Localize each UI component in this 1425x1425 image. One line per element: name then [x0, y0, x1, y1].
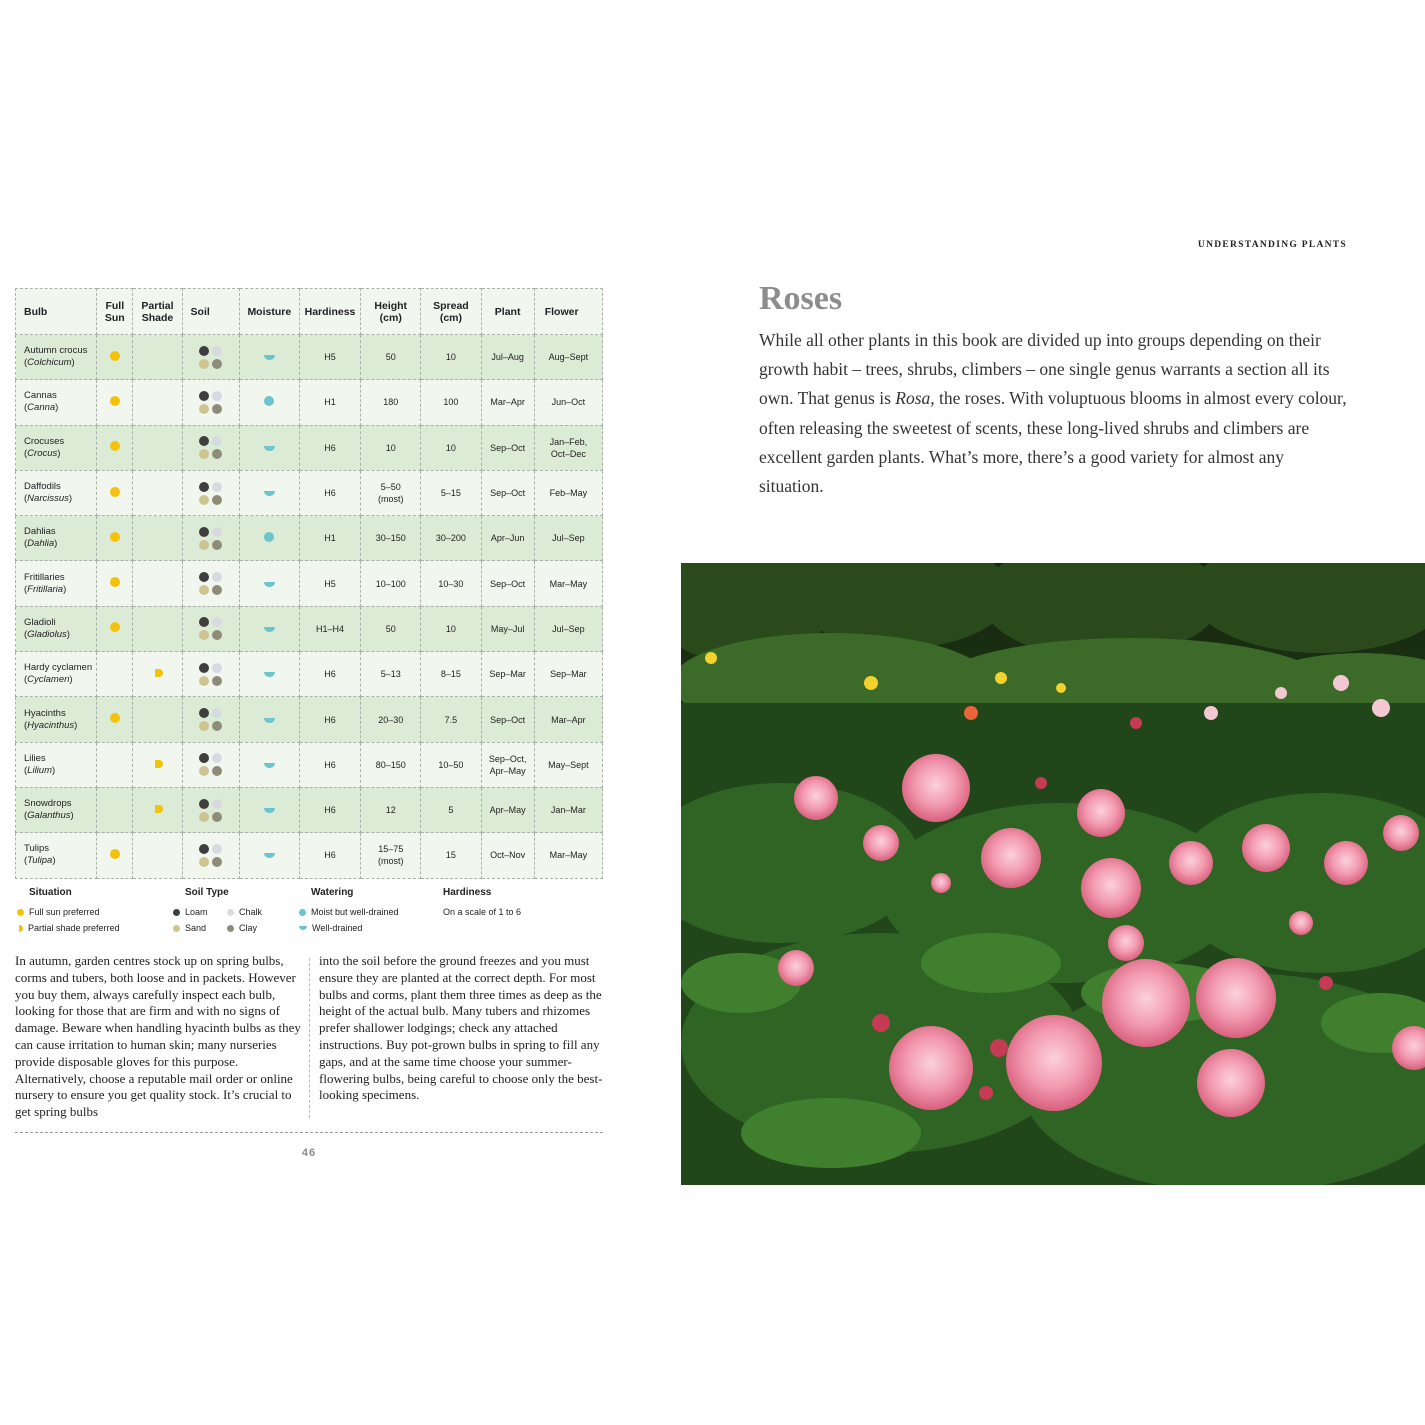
clay-icon	[212, 857, 222, 867]
cell-flower: May–Sept	[534, 742, 602, 787]
table-legend	[15, 887, 603, 937]
clay-icon	[212, 766, 222, 776]
well-drained-icon	[264, 446, 275, 451]
chalk-icon	[227, 909, 234, 916]
sand-icon	[199, 676, 209, 686]
clay-icon	[212, 495, 222, 505]
cell-hardiness: H1	[299, 516, 360, 561]
water-drop-icon	[299, 909, 306, 916]
column-divider	[309, 958, 310, 1118]
chalk-icon	[212, 527, 222, 537]
loam-icon	[173, 909, 180, 916]
cell-plant: Jul–Aug	[481, 335, 534, 380]
header-partial-shade: Partial Shade	[133, 289, 182, 335]
loam-icon	[199, 572, 209, 582]
cell-flower: Mar–May	[534, 833, 602, 878]
legend-chalk-label: Chalk	[239, 907, 263, 917]
cell-full-sun	[97, 561, 133, 606]
loam-icon	[199, 436, 209, 446]
loam-icon	[199, 799, 209, 809]
cell-moisture	[239, 787, 299, 832]
loam-icon	[199, 753, 209, 763]
table-row	[16, 425, 603, 470]
sand-icon	[199, 495, 209, 505]
table-row	[16, 335, 603, 380]
cell-partial-shade	[133, 697, 182, 742]
cell-moisture	[239, 380, 299, 425]
cell-partial-shade	[133, 335, 182, 380]
page-footer-rule	[15, 1132, 603, 1133]
cell-bulb: Hardy cyclamen (Cyclamen)	[16, 652, 97, 697]
cell-spread: 10	[421, 335, 481, 380]
well-drained-icon	[264, 627, 275, 632]
table-row	[16, 470, 603, 515]
legend-drained-label: Well-drained	[312, 923, 363, 933]
cell-moisture	[239, 833, 299, 878]
cell-hardiness: H6	[299, 697, 360, 742]
cell-moisture	[239, 335, 299, 380]
cell-spread: 10–50	[421, 742, 481, 787]
soil-icons	[199, 527, 222, 550]
header-flower: Flower	[534, 289, 602, 335]
cell-full-sun	[97, 335, 133, 380]
cell-partial-shade	[133, 516, 182, 561]
legend-full-sun	[17, 907, 100, 917]
clay-icon	[212, 404, 222, 414]
legend-hardiness-title: Hardiness	[443, 887, 492, 898]
cell-bulb: Snowdrops (Galanthus)	[16, 787, 97, 832]
legend-clay	[227, 923, 257, 933]
clay-icon	[212, 812, 222, 822]
clay-icon	[212, 540, 222, 550]
table-row	[16, 697, 603, 742]
chalk-icon	[212, 617, 222, 627]
legend-loam-label: Loam	[185, 907, 208, 917]
cell-plant: Sep–Oct	[481, 425, 534, 470]
cell-partial-shade	[133, 561, 182, 606]
cell-spread: 10	[421, 606, 481, 651]
cell-height: 5–50 (most)	[361, 470, 421, 515]
intro-italic-genus: Rosa,	[895, 388, 935, 409]
cell-moisture	[239, 742, 299, 787]
cell-plant: Sep–Oct, Apr–May	[481, 742, 534, 787]
legend-drained	[299, 923, 362, 933]
cell-height: 5–13	[361, 652, 421, 697]
chalk-icon	[212, 346, 222, 356]
soil-icons	[199, 617, 222, 640]
legend-sand-label: Sand	[185, 923, 207, 933]
cell-spread: 7.5	[421, 697, 481, 742]
sand-icon	[199, 766, 209, 776]
cell-soil	[182, 561, 239, 606]
legend-situation-title: Situation	[29, 887, 72, 898]
cell-hardiness: H5	[299, 335, 360, 380]
cell-plant: Apr–Jun	[481, 516, 534, 561]
chalk-icon	[212, 799, 222, 809]
rose-garden-photo	[681, 563, 1425, 1185]
sand-icon	[199, 540, 209, 550]
cell-bulb: Cannas (Canna)	[16, 380, 97, 425]
cell-hardiness: H1	[299, 380, 360, 425]
legend-soil-title: Soil Type	[185, 887, 229, 898]
cell-hardiness: H1–H4	[299, 606, 360, 651]
cell-height: 50	[361, 335, 421, 380]
cell-full-sun	[97, 697, 133, 742]
cell-moisture	[239, 561, 299, 606]
cell-hardiness: H6	[299, 652, 360, 697]
cell-flower: Mar–Apr	[534, 697, 602, 742]
cell-hardiness: H6	[299, 470, 360, 515]
cell-full-sun	[97, 833, 133, 878]
sand-icon	[199, 812, 209, 822]
cell-partial-shade	[133, 787, 182, 832]
sand-icon	[199, 359, 209, 369]
section-title: Roses	[759, 280, 843, 317]
sun-icon	[110, 577, 120, 587]
table-row	[16, 516, 603, 561]
soil-icons	[199, 799, 222, 822]
clay-icon	[212, 721, 222, 731]
cell-plant: Apr–May	[481, 787, 534, 832]
half-sun-icon	[19, 925, 23, 932]
cell-flower: Feb–May	[534, 470, 602, 515]
legend-sand	[173, 923, 206, 933]
soil-icons	[199, 391, 222, 414]
table-row	[16, 652, 603, 697]
cell-partial-shade	[133, 833, 182, 878]
half-sun-icon	[155, 760, 163, 768]
cell-hardiness: H6	[299, 425, 360, 470]
cell-flower: Aug–Sept	[534, 335, 602, 380]
cell-soil	[182, 425, 239, 470]
cell-full-sun	[97, 380, 133, 425]
well-drained-icon	[264, 763, 275, 768]
soil-icons	[199, 753, 222, 776]
cell-partial-shade	[133, 742, 182, 787]
well-drained-icon	[264, 718, 275, 723]
cell-flower: Jun–Oct	[534, 380, 602, 425]
cell-moisture	[239, 652, 299, 697]
cell-plant: Sep–Oct	[481, 697, 534, 742]
sand-icon	[199, 449, 209, 459]
cell-soil	[182, 470, 239, 515]
water-drop-icon	[264, 532, 274, 542]
cell-moisture	[239, 470, 299, 515]
cell-soil	[182, 697, 239, 742]
cell-soil	[182, 833, 239, 878]
sand-icon	[173, 925, 180, 932]
cell-bulb: Fritillaries (Fritillaria)	[16, 561, 97, 606]
cell-spread: 100	[421, 380, 481, 425]
table-body	[16, 335, 603, 879]
cell-full-sun	[97, 652, 133, 697]
cell-full-sun	[97, 470, 133, 515]
cell-soil	[182, 787, 239, 832]
clay-icon	[212, 449, 222, 459]
loam-icon	[199, 617, 209, 627]
clay-icon	[212, 630, 222, 640]
cell-spread: 10	[421, 425, 481, 470]
soil-icons	[199, 482, 222, 505]
loam-icon	[199, 708, 209, 718]
cell-soil	[182, 335, 239, 380]
header-spread: Spread (cm)	[421, 289, 481, 335]
chalk-icon	[212, 753, 222, 763]
cell-flower: Jul–Sep	[534, 606, 602, 651]
cell-height: 180	[361, 380, 421, 425]
clay-icon	[212, 676, 222, 686]
soil-icons	[199, 844, 222, 867]
chalk-icon	[212, 844, 222, 854]
cell-height: 20–30	[361, 697, 421, 742]
sun-icon	[110, 713, 120, 723]
legend-partial-shade	[19, 923, 120, 933]
soil-icons	[199, 708, 222, 731]
cell-spread: 30–200	[421, 516, 481, 561]
cell-full-sun	[97, 425, 133, 470]
table-row	[16, 606, 603, 651]
sand-icon	[199, 857, 209, 867]
cell-moisture	[239, 425, 299, 470]
cell-partial-shade	[133, 380, 182, 425]
intro-paragraph: While all other plants in this book are divided up into groups depending on their growth habit – trees, shrubs, climbers – one single genus warrants a section all its own. That genus is Rosa, the roses. With voluptuous blooms in almost every colour, often releasing the sweetest of scents, these long-lived shrubs and climbers are excellent garden plants. What’s more, there’s a good variety for almost any situation.	[759, 330, 1347, 497]
header-moisture: Moisture	[239, 289, 299, 335]
chalk-icon	[212, 391, 222, 401]
sun-icon	[110, 532, 120, 542]
cell-height: 80–150	[361, 742, 421, 787]
cell-soil	[182, 606, 239, 651]
table-row	[16, 833, 603, 878]
running-head: UNDERSTANDING PLANTS	[1197, 240, 1347, 250]
table-header-row	[16, 289, 603, 335]
cell-full-sun	[97, 516, 133, 561]
rose-garden-image	[681, 563, 1425, 1185]
cell-hardiness: H6	[299, 787, 360, 832]
legend-hardiness-scale: On a scale of 1 to 6	[443, 907, 522, 917]
cell-plant: Sep–Mar	[481, 652, 534, 697]
loam-icon	[199, 844, 209, 854]
cell-bulb: Autumn crocus (Colchicum)	[16, 335, 97, 380]
legend-chalk	[227, 907, 262, 917]
chalk-icon	[212, 708, 222, 718]
chalk-icon	[212, 482, 222, 492]
legend-loam	[173, 907, 208, 917]
cell-partial-shade	[133, 470, 182, 515]
cell-partial-shade	[133, 652, 182, 697]
cell-height: 10	[361, 425, 421, 470]
sun-icon	[110, 849, 120, 859]
sun-icon	[110, 622, 120, 632]
cell-plant: Oct–Nov	[481, 833, 534, 878]
cell-height: 12	[361, 787, 421, 832]
sand-icon	[199, 630, 209, 640]
cell-spread: 5–15	[421, 470, 481, 515]
cell-soil	[182, 652, 239, 697]
sun-icon	[110, 351, 120, 361]
loam-icon	[199, 391, 209, 401]
sun-icon	[110, 487, 120, 497]
cell-hardiness: H6	[299, 833, 360, 878]
chalk-icon	[212, 663, 222, 673]
cell-spread: 15	[421, 833, 481, 878]
cell-height: 50	[361, 606, 421, 651]
cell-soil	[182, 380, 239, 425]
soil-icons	[199, 663, 222, 686]
well-drained-icon	[264, 582, 275, 587]
cell-height: 10–100	[361, 561, 421, 606]
cell-bulb: Hyacinths (Hyacinthus)	[16, 697, 97, 742]
header-height: Height (cm)	[361, 289, 421, 335]
well-drained-icon	[264, 355, 275, 360]
well-drained-icon	[264, 808, 275, 813]
well-drained-icon	[264, 491, 275, 496]
loam-icon	[199, 482, 209, 492]
cell-moisture	[239, 606, 299, 651]
legend-full-sun-label: Full sun preferred	[29, 907, 100, 917]
loam-icon	[199, 663, 209, 673]
cell-plant: Sep–Oct	[481, 470, 534, 515]
cell-flower: Jul–Sep	[534, 516, 602, 561]
cell-hardiness: H5	[299, 561, 360, 606]
table-row	[16, 380, 603, 425]
table-row	[16, 787, 603, 832]
cell-moisture	[239, 516, 299, 561]
cell-flower: Mar–May	[534, 561, 602, 606]
cell-bulb: Daffodils (Narcissus)	[16, 470, 97, 515]
header-bulb: Bulb	[16, 289, 97, 335]
cell-flower: Jan–Feb, Oct–Dec	[534, 425, 602, 470]
cell-spread: 5	[421, 787, 481, 832]
well-drained-icon	[264, 853, 275, 858]
body-text-column-2: into the soil before the ground freezes and you must ensure they are planted at the correct depth. For most bulbs and corms, plant them three times as deep as the height of the actual bulb. Many tubers and rhizomes prefer shallower lodgings; check any attached instructions. Buy pot-grown bulbs in spring to fill any gaps, and at the same time choose your summer-flowering bulbs, being careful to choose only the best-looking specimens.	[319, 953, 603, 1103]
half-sun-icon	[155, 805, 163, 813]
chalk-icon	[212, 436, 222, 446]
legend-moist	[299, 907, 399, 917]
cell-partial-shade	[133, 606, 182, 651]
cell-bulb: Crocuses (Crocus)	[16, 425, 97, 470]
cell-plant: Mar–Apr	[481, 380, 534, 425]
cell-spread: 10–30	[421, 561, 481, 606]
cell-hardiness: H6	[299, 742, 360, 787]
page-number: 46	[301, 1147, 317, 1159]
chalk-icon	[212, 572, 222, 582]
cell-full-sun	[97, 606, 133, 651]
clay-icon	[227, 925, 234, 932]
legend-moist-label: Moist but well-drained	[311, 907, 399, 917]
cell-bulb: Lilies (Lilium)	[16, 742, 97, 787]
header-soil: Soil	[182, 289, 239, 335]
cell-full-sun	[97, 742, 133, 787]
legend-watering-title: Watering	[311, 887, 354, 898]
water-drop-icon	[264, 396, 274, 406]
cell-bulb: Gladioli (Gladiolus)	[16, 606, 97, 651]
cell-partial-shade	[133, 425, 182, 470]
cell-soil	[182, 516, 239, 561]
clay-icon	[212, 585, 222, 595]
clay-icon	[212, 359, 222, 369]
well-drained-icon	[264, 672, 275, 677]
well-drained-icon	[299, 926, 307, 930]
cell-plant: Sep–Oct	[481, 561, 534, 606]
sand-icon	[199, 585, 209, 595]
loam-icon	[199, 346, 209, 356]
cell-full-sun	[97, 787, 133, 832]
body-text-column-1: In autumn, garden centres stock up on spring bulbs, corms and tubers, both loose and in packets. However you buy them, always carefully inspect each bulb, looking for those that are firm and with no signs of damage. Beware when handling hyacinth bulbs as they can cause irritation to human skin; many nurseries provide disposable gloves for this purpose. Alternatively, choose a reputable mail order or online nursery to ensure you get quality stock. It’s crucial to get spring bulbs	[15, 953, 301, 1120]
header-plant: Plant	[481, 289, 534, 335]
cell-flower: Sep–Mar	[534, 652, 602, 697]
legend-partial-shade-label: Partial shade preferred	[28, 923, 120, 933]
cell-moisture	[239, 697, 299, 742]
soil-icons	[199, 436, 222, 459]
sun-icon	[110, 396, 120, 406]
sand-icon	[199, 404, 209, 414]
table-row	[16, 742, 603, 787]
cell-plant: May–Jul	[481, 606, 534, 651]
soil-icons	[199, 346, 222, 369]
header-hardiness: Hardiness	[299, 289, 360, 335]
cell-bulb: Dahlias (Dahlia)	[16, 516, 97, 561]
legend-clay-label: Clay	[239, 923, 258, 933]
sun-icon	[110, 441, 120, 451]
cell-height: 30–150	[361, 516, 421, 561]
bulb-table	[15, 288, 603, 879]
loam-icon	[199, 527, 209, 537]
half-sun-icon	[155, 669, 163, 677]
header-full-sun: Full Sun	[97, 289, 133, 335]
table-row	[16, 561, 603, 606]
cell-bulb: Tulips (Tulipa)	[16, 833, 97, 878]
sun-icon	[17, 909, 24, 916]
cell-soil	[182, 742, 239, 787]
sand-icon	[199, 721, 209, 731]
cell-height: 15–75 (most)	[361, 833, 421, 878]
cell-flower: Jan–Mar	[534, 787, 602, 832]
soil-icons	[199, 572, 222, 595]
cell-spread: 8–15	[421, 652, 481, 697]
